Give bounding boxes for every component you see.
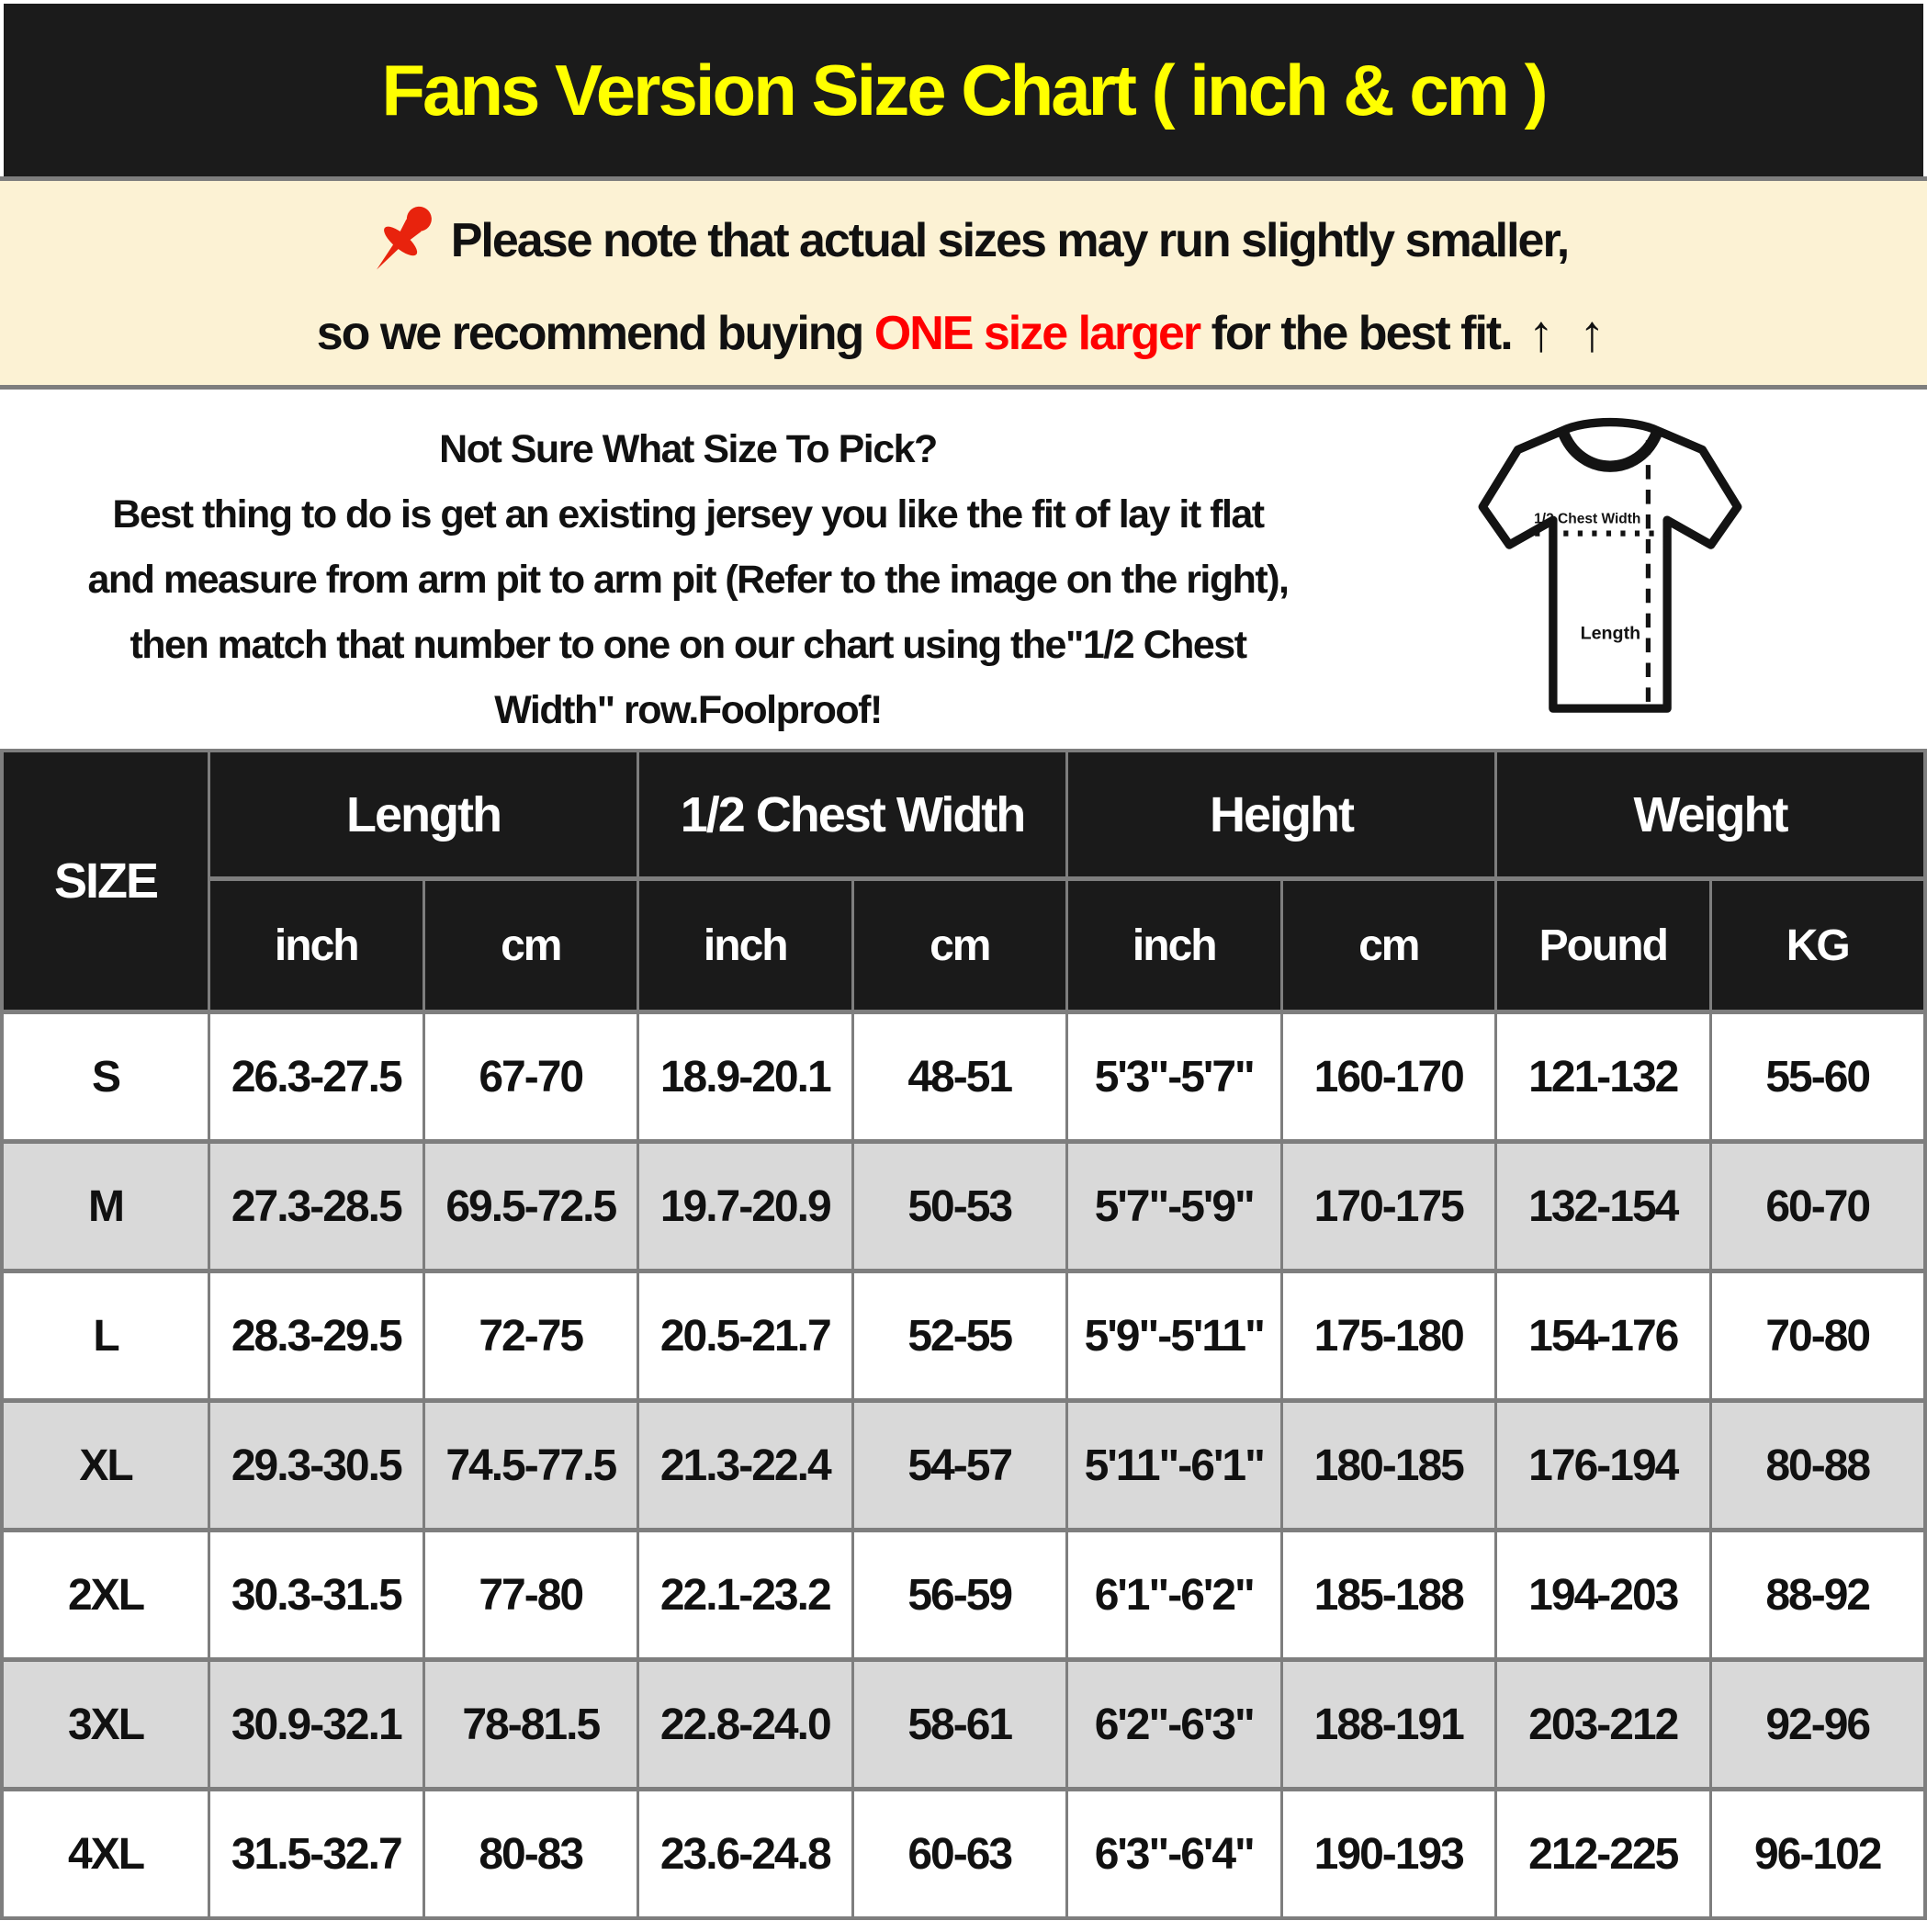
table-cell: 31.5-32.7 [210,1791,423,1916]
notice-text-2b: for the best fit. [1200,307,1512,360]
table-cell: 60-63 [854,1791,1066,1916]
table-cell: 6'1"-6'2" [1068,1532,1280,1657]
notice-highlight: ONE size larger [873,307,1200,360]
table-cell: 121-132 [1497,1014,1709,1139]
notice-line-1 [0,197,1927,285]
notice-text-1: Please note that actual sizes may run slightly smaller, [450,214,1569,267]
guide-heading: Not Sure What Size To Pick? [439,427,937,471]
table-cell: 67-70 [425,1014,637,1139]
table-cell: 60-70 [1712,1144,1924,1269]
sizing-guide [0,390,1927,749]
table-cell: 30.9-32.1 [210,1662,423,1787]
table-cell: 6'3"-6'4" [1068,1791,1280,1916]
table-cell: 6'2"-6'3" [1068,1662,1280,1787]
subheader-weight-kg: KG [1712,881,1924,1010]
table-cell: 74.5-77.5 [425,1403,637,1528]
page-title: Fans Version Size Chart ( inch & cm ) [381,49,1546,130]
chest-width-label: 1/2 Chest Width [1534,510,1641,526]
table-cell: 22.1-23.2 [639,1532,851,1657]
guide-line: and measure from arm pit to arm pit (Refer to the image on the right), [87,558,1289,602]
table-cell: 5'7"-5'9" [1068,1144,1280,1269]
size-label: 2XL [4,1532,208,1657]
subheader-height-inch: inch [1068,881,1280,1010]
table-cell: 19.7-20.9 [639,1144,851,1269]
table-cell: 5'9"-5'11" [1068,1273,1280,1398]
table-cell: 203-212 [1497,1662,1709,1787]
tshirt-diagram [1376,390,1927,749]
guide-text [0,390,1376,749]
table-cell: 190-193 [1283,1791,1495,1916]
table-cell: 54-57 [854,1403,1066,1528]
table-cell: 80-83 [425,1791,637,1916]
subheader-length-inch: inch [210,881,423,1010]
table-cell: 21.3-22.4 [639,1403,851,1528]
subheader-height-cm: cm [1283,881,1495,1010]
subheader-length-cm: cm [425,881,637,1010]
table-cell: 5'3"-5'7" [1068,1014,1280,1139]
guide-line: Best thing to do is get an existing jersey you like the fit of lay it flat [112,492,1264,537]
table-cell: 58-61 [854,1662,1066,1787]
column-header-size: SIZE [4,752,208,1010]
length-label: Length [1580,623,1641,644]
table-cell: 212-225 [1497,1791,1709,1916]
notice-text-2a: so we recommend buying [316,307,874,360]
table-cell: 132-154 [1497,1144,1709,1269]
table-cell: 176-194 [1497,1403,1709,1528]
size-label: XL [4,1403,208,1528]
pushpin-icon [359,197,447,285]
table-cell: 180-185 [1283,1403,1495,1528]
size-label: L [4,1273,208,1398]
table-cell: 92-96 [1712,1662,1924,1787]
subheader-chest-inch: inch [639,881,851,1010]
table-cell: 55-60 [1712,1014,1924,1139]
notice-banner [0,181,1927,385]
table-cell: 185-188 [1283,1532,1495,1657]
table-cell: 188-191 [1283,1662,1495,1787]
table-cell: 5'11"-6'1" [1068,1403,1280,1528]
table-cell: 96-102 [1712,1791,1924,1916]
guide-line: then match that number to one on our chart using the"1/2 Chest [130,623,1246,667]
table-cell: 29.3-30.5 [210,1403,423,1528]
notice-line-2 [0,298,1927,369]
table-cell: 77-80 [425,1532,637,1657]
subheader-weight-pound: Pound [1497,881,1709,1010]
column-group-chest-width: 1/2 Chest Width [639,752,1065,876]
up-arrows-icon: ↑ ↑ [1527,304,1611,362]
table-cell: 154-176 [1497,1273,1709,1398]
table-cell: 175-180 [1283,1273,1495,1398]
table-cell: 160-170 [1283,1014,1495,1139]
table-cell: 18.9-20.1 [639,1014,851,1139]
table-cell: 20.5-21.7 [639,1273,851,1398]
column-group-length: Length [210,752,637,876]
table-cell: 78-81.5 [425,1662,637,1787]
table-cell: 22.8-24.0 [639,1662,851,1787]
column-group-weight: Weight [1497,752,1923,876]
table-cell: 23.6-24.8 [639,1791,851,1916]
size-label: S [4,1014,208,1139]
subheader-chest-cm: cm [854,881,1066,1010]
size-label: M [4,1144,208,1269]
table-cell: 194-203 [1497,1532,1709,1657]
table-cell: 26.3-27.5 [210,1014,423,1139]
table-cell: 80-88 [1712,1403,1924,1528]
table-cell: 48-51 [854,1014,1066,1139]
size-table [0,749,1927,1920]
table-cell: 170-175 [1283,1144,1495,1269]
size-label: 3XL [4,1662,208,1787]
table-cell: 69.5-72.5 [425,1144,637,1269]
table-cell: 56-59 [854,1532,1066,1657]
guide-line: Width" row.Foolproof! [494,688,882,732]
table-cell: 88-92 [1712,1532,1924,1657]
table-cell: 70-80 [1712,1273,1924,1398]
table-cell: 30.3-31.5 [210,1532,423,1657]
table-cell: 72-75 [425,1273,637,1398]
table-cell: 50-53 [854,1144,1066,1269]
table-cell: 27.3-28.5 [210,1144,423,1269]
size-label: 4XL [4,1791,208,1916]
table-cell: 28.3-29.5 [210,1273,423,1398]
title-bar [4,4,1923,176]
table-cell: 52-55 [854,1273,1066,1398]
column-group-height: Height [1068,752,1494,876]
